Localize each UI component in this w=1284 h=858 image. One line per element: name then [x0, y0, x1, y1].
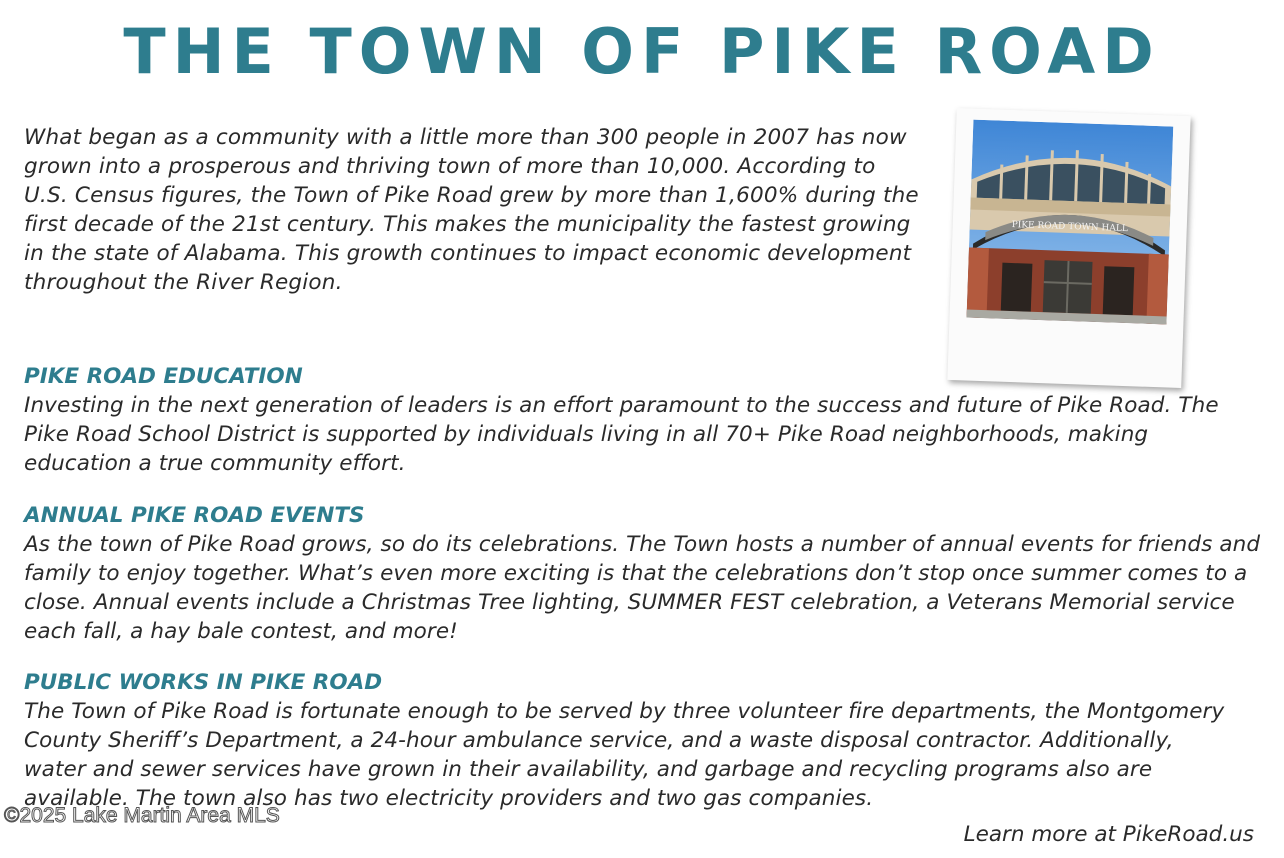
mls-watermark: ©2025 Lake Martin Area MLS — [4, 804, 280, 827]
town-hall-image — [967, 120, 1174, 325]
intro-paragraph: What began as a community with a little more than 300 people in 2007 has now grown into a prosperous and thriving town of more than 10,000. According to U.S. Census figures, the Town of Pike Road grew by more than 1,600% during the first decade of the 21st century. This makes the municipality the fastest growing in the state of Alabama. This growth continues to impact economic development throughout the River Region. — [24, 125, 919, 295]
public-works-section — [24, 668, 1264, 813]
town-hall-photo — [947, 108, 1190, 388]
events-body: As the town of Pike Road grows, so do its celebrations. The Town hosts a number of annual events for friends and family to enjoy together. What’s even more exciting is that the celebrations don’t stop once summer comes to a close. Annual events include a Christmas Tree lighting, SUMMER FEST celebration, a Veterans Memorial service each fall, a hay bale contest, and more! — [24, 532, 1261, 644]
events-section — [24, 501, 1264, 646]
public-works-heading: PUBLIC WORKS IN PIKE ROAD — [24, 670, 383, 695]
education-heading: PIKE ROAD EDUCATION — [24, 364, 303, 389]
public-works-body: The Town of Pike Road is fortunate enough to be served by three volunteer fire departments, the Montgomery County Sheriff’s Department, a 24-hour ambulance service, and a waste disposal contractor. Additionally, water and sewer services have grown in their availability, and garbage and recycling programs also are available. The town also has two electricity providers and two gas companies. — [24, 699, 1225, 811]
page-title: THE TOWN OF PIKE ROAD — [123, 15, 1161, 88]
learn-more-link[interactable]: Learn more at PikeRoad.us — [963, 822, 1254, 847]
events-heading: ANNUAL PIKE ROAD EVENTS — [24, 503, 365, 528]
education-section — [24, 362, 1264, 478]
photo-sign-text: PIKE ROAD TOWN HALL — [1011, 219, 1128, 235]
education-body: Investing in the next generation of leaders is an effort paramount to the success and future of Pike Road. The Pike Road School District is supported by individuals living in all 70+ Pike Road neighborhoods, making education a true community effort. — [24, 393, 1219, 476]
